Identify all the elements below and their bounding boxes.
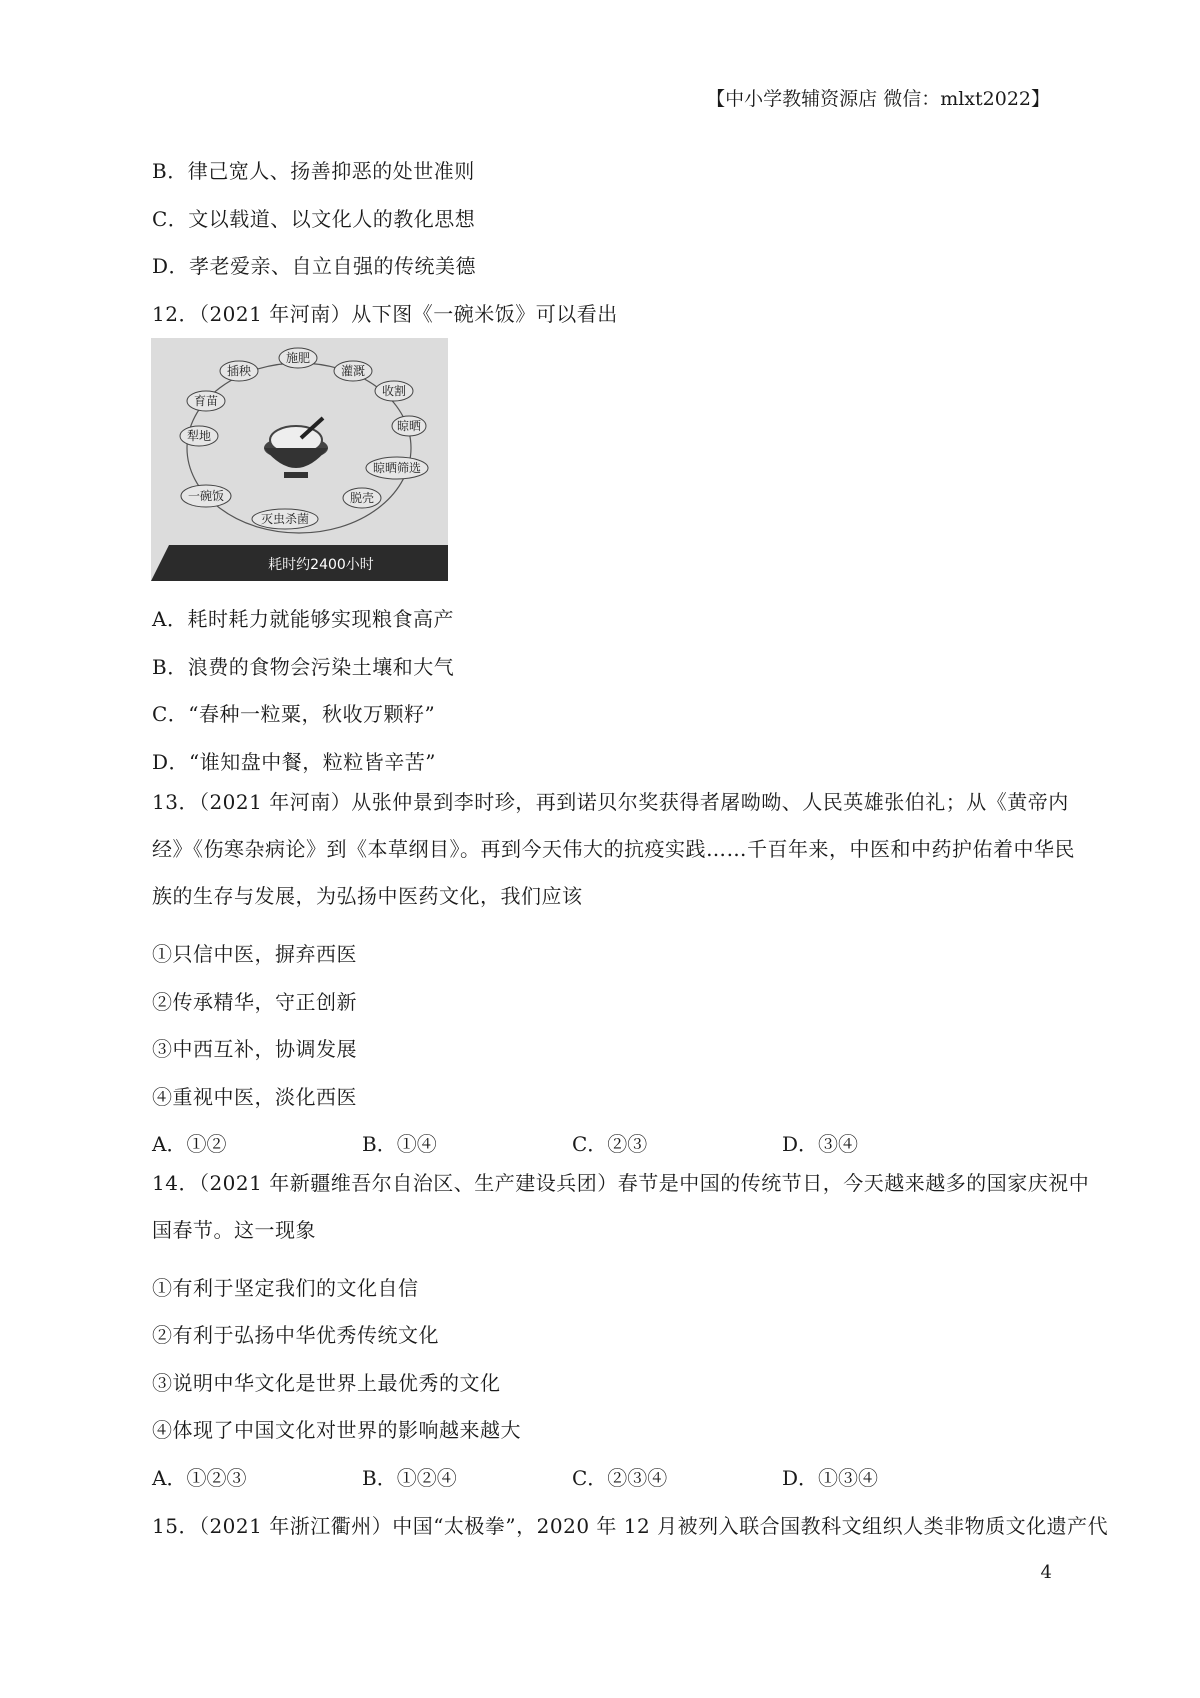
step-label [375,381,413,401]
rice-bowl-icon [264,418,328,478]
svg-text:灭虫杀菌: 灭虫杀菌 [260,512,310,526]
svg-text:插秧: 插秧 [226,364,252,378]
choice-d: D．③④ [782,1132,859,1156]
q13-item: ③中西互补，协调发展 [152,1037,357,1061]
q11-option-c: C．文以载道、以文化人的教化思想 [152,207,476,231]
svg-text:晾晒: 晾晒 [396,419,422,433]
svg-text:灌溉: 灌溉 [340,364,366,378]
figure-caption: 耗时约2400小时 [268,557,374,573]
step-label [334,361,372,381]
q13-item: ①只信中医，摒弃西医 [152,942,357,966]
q13-item: ④重视中医，淡化西医 [152,1085,357,1109]
q12-option-d: D．“谁知盘中餐，粒粒皆辛苦” [152,750,436,774]
step-label [180,426,218,446]
svg-text:晾晒筛选: 晾晒筛选 [372,461,422,475]
choice-c: C．②③④ [572,1466,668,1490]
svg-text:一碗饭: 一碗饭 [187,489,225,503]
step-label [252,509,318,529]
svg-text:施肥: 施肥 [285,351,311,365]
q12-stem: 12．（2021 年河南）从下图《一碗米饭》可以看出 [152,302,618,326]
q11-option-d: D．孝老爱亲、自立自强的传统美德 [152,254,477,278]
q14-item: ②有利于弘扬中华优秀传统文化 [152,1323,439,1347]
q12-option-c: C．“春种一粒粟，秋收万颗籽” [152,702,436,726]
header-note: 【中小学教辅资源店 微信：mlxt2022】 [706,88,1050,110]
q12-option-a: A．耗时耗力就能够实现粮食高产 [152,607,454,631]
step-label [343,488,381,508]
rice-bowl-figure [151,338,448,581]
choice-a: A．①② [152,1132,227,1156]
step-label [187,391,225,411]
choice-d: D．①③④ [782,1466,879,1490]
q12-option-b: B．浪费的食物会污染土壤和大气 [152,655,455,679]
svg-text:脱壳: 脱壳 [349,491,375,505]
q13-item: ②传承精华，守正创新 [152,990,357,1014]
q14-item: ③说明中华文化是世界上最优秀的文化 [152,1371,501,1395]
q14-item: ④体现了中国文化对世界的影响越来越大 [152,1418,521,1442]
step-label [366,457,428,479]
page-number: 4 [1040,1562,1052,1583]
q13-choices [152,1128,992,1157]
choice-c: C．②③ [572,1132,648,1156]
q13-stem: 13．（2021 年河南）从张仲景到李时珍，再到诺贝尔奖获得者屠呦呦、人民英雄张伯礼；从《黄帝内经》《伤寒杂病论》到《本草纲目》。再到今天伟大的抗疫实践……千百年来，中医和中药护佑着中华民族的生存与发展，为弘扬中医药文化，我们应该 [152,790,1075,908]
choice-a: A．①②③ [152,1466,247,1490]
q11-option-b: B．律己宽人、扬善抑恶的处世准则 [152,159,475,183]
q14-stem: 14．（2021 年新疆维吾尔自治区、生产建设兵团）春节是中国的传统节日，今天越来越多的国家庆祝中国春节。这一现象 [152,1171,1090,1242]
svg-text:育苗: 育苗 [193,394,219,408]
choice-b: B．①②④ [362,1466,457,1490]
q14-item: ①有利于坚定我们的文化自信 [152,1276,419,1300]
q15-stem: 15．（2021 年浙江衢州）中国“太极拳”，2020 年 12 月被列入联合国教科文组织人类非物质文化遗产代 [152,1514,1109,1538]
step-label [220,361,258,381]
svg-text:犁地: 犁地 [186,429,212,443]
svg-text:收割: 收割 [381,384,407,398]
step-label [392,416,426,436]
q14-choices [152,1462,992,1491]
step-label [181,485,231,507]
choice-b: B．①④ [362,1132,437,1156]
step-label [279,348,317,368]
